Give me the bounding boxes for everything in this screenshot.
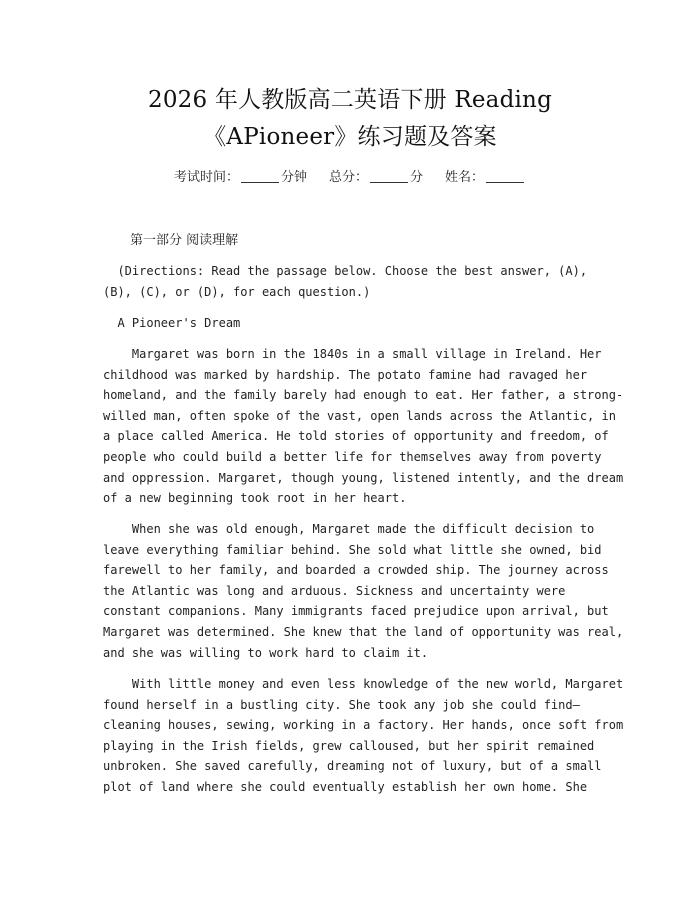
passage-paragraph-1	[103, 344, 624, 509]
directions-line: (B), (C), or (D), for each question.)	[103, 284, 371, 299]
paragraph-line: plot of land where she could eventually establish her own home. She	[103, 779, 588, 794]
paragraph-line: Margaret was determined. She knew that the land of opportunity was real,	[103, 624, 624, 639]
exam-score-label: 总分：	[328, 170, 368, 185]
paragraph-line: willed man, often spoke of the vast, open lands across the Atlantic, in	[103, 408, 616, 423]
exam-score-blank[interactable]	[370, 168, 408, 183]
paragraph-line: found herself in a bustling city. She took any job she could find—	[103, 697, 580, 712]
document-title-line-1: 2026 年人教版高二英语下册 Reading	[147, 87, 552, 113]
exam-time-label: 考试时间：	[173, 170, 239, 185]
passage-title-text: A Pioneer's Dream	[103, 316, 241, 330]
paragraph-line: of a new beginning took root in her heart.	[103, 491, 407, 506]
paragraph-line: When she was old enough, Margaret made the difficult decision to	[103, 522, 595, 536]
section-heading: 第一部分 阅读理解	[130, 233, 239, 248]
paragraph-line: and she was willing to work hard to claim it.	[103, 645, 429, 660]
paragraph-line: farewell to her family, and boarded a crowded ship. The journey across	[103, 563, 609, 578]
paragraph-line: constant companions. Many immigrants faced prejudice upon arrival, but	[103, 604, 609, 619]
paragraph-line: leave everything familiar behind. She sold what little she owned, bid	[103, 542, 602, 557]
passage-paragraph-3	[103, 674, 624, 798]
paragraph-line: childhood was marked by hardship. The potato famine had ravaged her	[103, 367, 588, 382]
paragraph-line: homeland, and the family barely had enough to eat. Her father, a strong-	[103, 388, 624, 403]
paragraph-line: and oppression. Margaret, though young, listened intently, and the dream	[103, 470, 624, 485]
directions-paragraph	[103, 261, 603, 302]
exam-name-label: 姓名：	[445, 170, 485, 185]
exam-info-row	[0, 168, 700, 188]
passage-paragraph-2	[103, 519, 624, 663]
exam-time-blank[interactable]	[241, 168, 279, 183]
exam-time-unit: 分钟	[280, 170, 307, 185]
paragraph-line: With little money and even less knowledge of the new world, Margaret	[103, 677, 624, 691]
paragraph-line: unbroken. She saved carefully, dreaming not of luxury, but of a small	[103, 759, 602, 774]
paragraph-line: cleaning houses, sewing, working in a factory. Her hands, once soft from	[103, 718, 624, 733]
exam-name-blank[interactable]	[486, 168, 524, 183]
paragraph-line: the Atlantic was long and arduous. Sickness and uncertainty were	[103, 583, 566, 598]
passage-title	[103, 313, 603, 334]
paragraph-line: people who could build a better life for themselves away from poverty	[103, 449, 602, 464]
paragraph-line: Margaret was born in the 1840s in a small village in Ireland. Her	[103, 347, 602, 361]
paragraph-line: playing in the Irish fields, grew calloused, but her spirit remained	[103, 738, 595, 753]
paragraph-line: a place called America. He told stories of opportunity and freedom, of	[103, 429, 609, 444]
exam-score-unit: 分	[410, 170, 424, 185]
directions-line: (Directions: Read the passage below. Choose the best answer, (A),	[103, 264, 588, 278]
document-title-line-2: 《APioneer》练习题及答案	[203, 124, 497, 150]
